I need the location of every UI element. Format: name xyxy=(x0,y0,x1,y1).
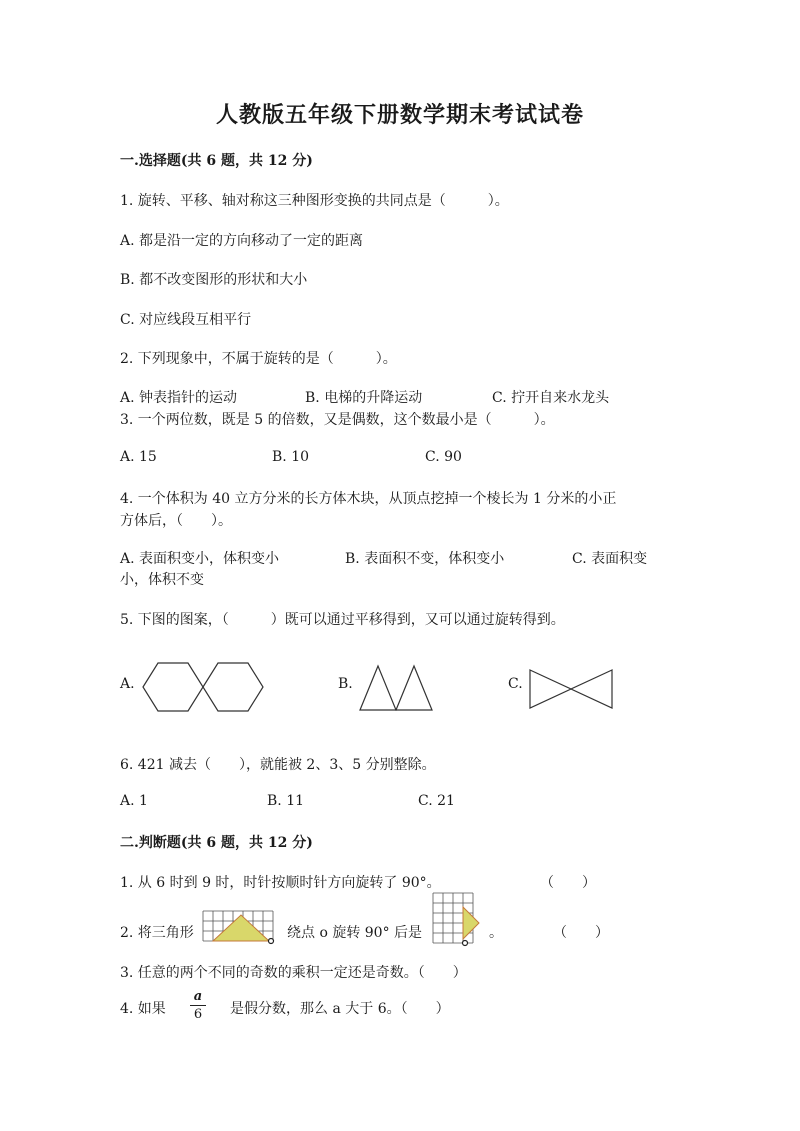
judgment-2-part3: 。 xyxy=(489,925,503,941)
judgment-2-part1: 2. 将三角形 xyxy=(120,925,194,941)
question-5-option-b-label: B. xyxy=(338,676,353,692)
rotated-triangle-on-grid-figure xyxy=(433,893,489,949)
question-1-option-b: B. 都不改变图形的形状和大小 xyxy=(120,272,308,288)
question-5-option-c-label: C. xyxy=(508,676,523,692)
fraction-denominator: 6 xyxy=(193,1007,203,1022)
page-title: 人教版五年级下册数学期末考试试卷 xyxy=(215,102,584,128)
judgment-2-answer-paren: （ ） xyxy=(553,925,609,941)
question-3-option-b: B. 10 xyxy=(272,449,310,465)
triangle-on-grid-figure xyxy=(203,911,285,945)
section-heading-judgment: 二.判断题(共 6 题，共 12 分) xyxy=(120,835,313,851)
judgment-4-part2: 是假分数，那么 a 大于 6。（ ） xyxy=(230,1001,450,1017)
judgment-4-part1: 4. 如果 xyxy=(120,1001,166,1017)
question-3-option-a: A. 15 xyxy=(120,449,157,465)
question-4-stem-line2: 方体后，（ ）。 xyxy=(120,513,232,529)
question-1-option-c: C. 对应线段互相平行 xyxy=(120,312,252,328)
question-4-option-b: B. 表面积不变，体积变小 xyxy=(345,551,505,567)
fraction-numerator: a xyxy=(190,990,206,1006)
question-4-option-a: A. 表面积变小，体积变小 xyxy=(120,551,280,567)
judgment-2-part2: 绕点 o 旋转 90° 后是 xyxy=(287,925,423,941)
question-2-option-c: C. 拧开自来水龙头 xyxy=(492,390,610,406)
question-4-stem-line1: 4. 一个体积为 40 立方分米的长方体木块，从顶点挖掉一个棱长为 1 分米的小正 xyxy=(120,491,617,507)
question-4-option-c-line2: 小，体积不变 xyxy=(120,572,204,588)
question-6-option-c: C. 21 xyxy=(418,793,455,809)
judgment-1-answer-paren: （ ） xyxy=(540,875,596,891)
question-1-option-a: A. 都是沿一定的方向移动了一定的距离 xyxy=(120,233,364,249)
section-heading-choice: 一.选择题(共 6 题，共 12 分) xyxy=(120,153,313,169)
question-6-option-a: A. 1 xyxy=(120,793,148,809)
judgment-1-text: 1. 从 6 时到 9 时，时针按顺时针方向旋转了 90°。 xyxy=(120,875,441,891)
question-4-option-c-line1: C. 表面积变 xyxy=(572,551,648,567)
two-triangles-figure xyxy=(358,662,438,714)
judgment-3-text: 3. 任意的两个不同的奇数的乘积一定还是奇数。（ ） xyxy=(120,965,467,981)
question-6-stem: 6. 421 减去（ ），就能被 2、3、5 分别整除。 xyxy=(120,757,436,773)
question-2-option-a: A. 钟表指针的运动 xyxy=(120,390,238,406)
question-5-option-a-label: A. xyxy=(120,676,135,692)
question-2-stem: 2. 下列现象中，不属于旋转的是（ ）。 xyxy=(120,351,397,367)
question-1-stem: 1. 旋转、平移、轴对称这三种图形变换的共同点是（ ）。 xyxy=(120,193,509,209)
question-6-option-b: B. 11 xyxy=(267,793,305,809)
question-3-stem: 3. 一个两位数，既是 5 的倍数，又是偶数，这个数最小是（ ）。 xyxy=(120,412,555,428)
question-3-option-c: C. 90 xyxy=(425,449,462,465)
question-5-stem: 5. 下图的图案，（ ）既可以通过平移得到，又可以通过旋转得到。 xyxy=(120,612,565,628)
fraction-a-over-6 xyxy=(190,990,206,1021)
question-2-option-b: B. 电梯的升降运动 xyxy=(305,390,423,406)
bowtie-figure xyxy=(528,668,614,712)
two-hexagons-figure xyxy=(140,660,270,714)
